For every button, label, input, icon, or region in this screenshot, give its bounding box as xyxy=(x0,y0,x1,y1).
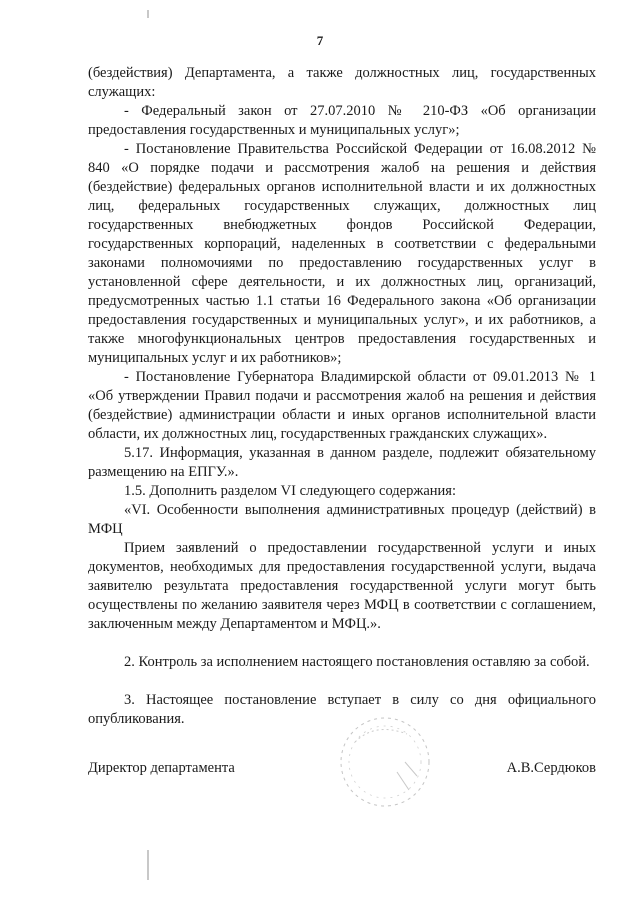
paragraph-governor-decree: - Постановление Губернатора Владимирской области от 09.01.2013 № 1 «Об утверждении Правил подачи и рассмотрения жалоб на решения и действия (бездействие) администрации области и иных органов исполнительной власти области, их должностных лиц, государственных гражданских служащих». xyxy=(88,369,596,442)
section-vi-heading: «VI. Особенности выполнения административных процедур (действий) в МФЦ xyxy=(88,502,596,537)
paragraph-effective-date: 3. Настоящее постановление вступает в силу со дня официального опубликования. xyxy=(88,692,596,727)
paragraph-intro: (бездействия) Департамента, а также должностных лиц, государственных служащих: xyxy=(88,65,596,100)
margin-mark-top xyxy=(147,10,149,18)
paragraph-government-decree: - Постановление Правительства Российской Федерации от 16.08.2012 № 840 «О порядке подачи и рассмотрения жалоб на решения и действия (бездействие) федеральных органов исполнительной власти и их должностных лиц, федеральных государственных служащих, должностных лиц государственных внебюджетных фондов Российской Федерации, государственных корпораций, наделенных в соответствии с федеральными законами полномочиями по предоставлению государственных услуг в установленной сфере деятельности, и их должностных лиц, организаций, предусмотренных частью 1.1 статьи 16 Федерального закона «Об организации предоставления государственных и муниципальных услуг», и их работников, а также многофункциональных центров предоставления государственных и муниципальных услуг и их работников»; xyxy=(88,141,596,366)
signature-block xyxy=(88,760,596,782)
signatory-name: А.В.Сердюков xyxy=(506,760,596,776)
signatory-title: Директор департамента xyxy=(88,760,235,776)
paragraph-control: 2. Контроль за исполнением настоящего постановления оставляю за собой. xyxy=(124,654,590,670)
paragraph-mfc-reception: Прием заявлений о предоставлении государственной услуги и иных документов, необходимых для предоставления государственной услуги, выдача заявителю результата предоставления государственной услуги могут быть осуществлены по желанию заявителя через МФЦ в соответствии с соглашением, заключенным между Департаментом и МФЦ.». xyxy=(88,540,596,632)
paragraph-1-5: 1.5. Дополнить разделом VI следующего содержания: xyxy=(124,483,457,499)
document-body xyxy=(88,64,596,729)
paragraph-federal-law: - Федеральный закон от 27.07.2010 № 210-ФЗ «Об организации предоставления государственных и муниципальных услуг»; xyxy=(88,103,596,138)
paragraph-5-17: 5.17. Информация, указанная в данном разделе, подлежит обязательному размещению на ЕПГУ.». xyxy=(88,445,596,480)
margin-mark-bottom xyxy=(147,850,149,880)
page-number: 7 xyxy=(316,33,324,48)
